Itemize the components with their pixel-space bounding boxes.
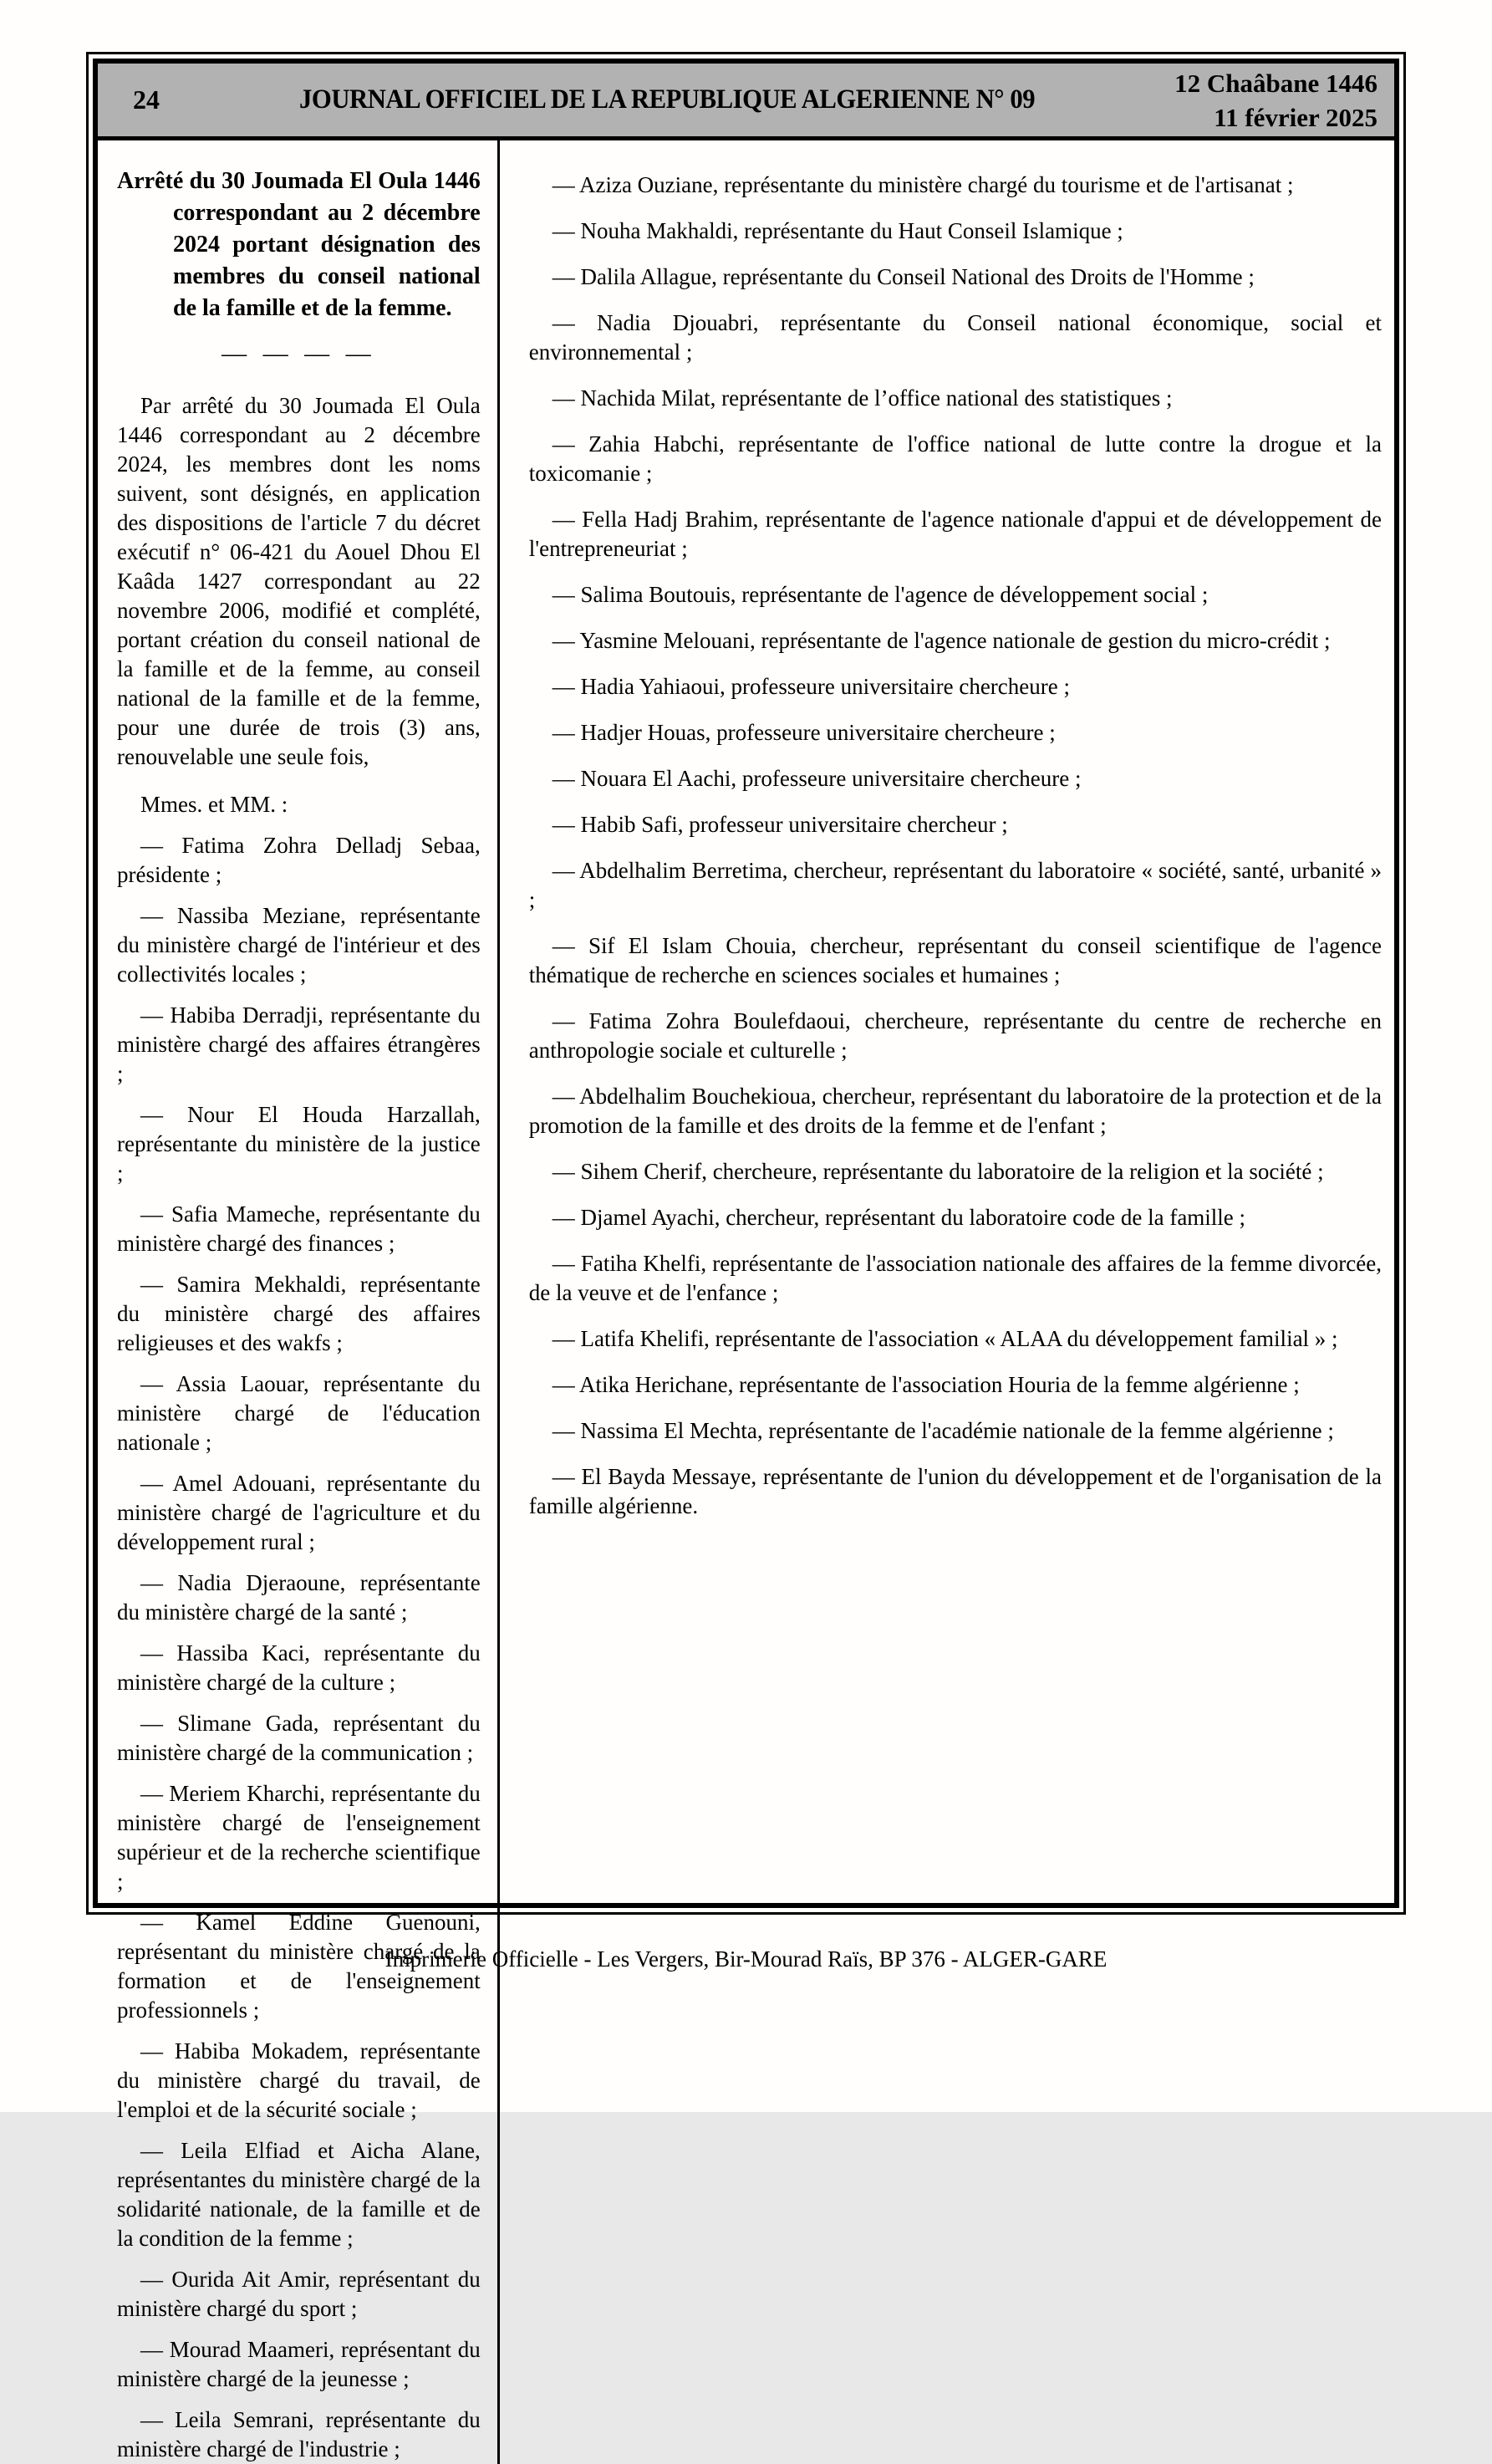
member-item: — El Bayda Messaye, représentante de l'union du développement et de l'organisation de la famille algérienne. [528, 1464, 1382, 1518]
member-item: — Fatima Zohra Boulefdaoui, chercheure, représentante du centre de recherche en anthropologie sociale et culturelle ; [528, 1008, 1382, 1063]
date-gregorian: 11 février 2025 [1214, 102, 1377, 132]
two-column-content [98, 140, 1394, 2464]
member-item: — Abdelhalim Bouchekioua, chercheur, représentant du laboratoire de la protection et de la promotion de la famille et des droits de la femme et de l'enfant ; [528, 1084, 1382, 1138]
member-item: — Habib Safi, professeur universitaire chercheur ; [552, 812, 1008, 837]
member-item: — Nassima El Mechta, représentante de l'académie nationale de la femme algérienne ; [552, 1418, 1334, 1443]
member-item: — Fatiha Khelfi, représentante de l'association nationale des affaires de la femme divorcée, de la veuve et de l'enfance ; [528, 1251, 1382, 1305]
header-dates [1174, 66, 1381, 135]
journal-title: JOURNAL OFFICIEL DE LA REPUBLIQUE ALGERIENNE N° 09 [299, 84, 1036, 115]
member-item: — Nouha Makhaldi, représentante du Haut Conseil Islamique ; [552, 218, 1123, 243]
member-item: — Habiba Mokadem, représentante du ministère chargé du travail, de l'emploi et de la sécurité sociale ; [117, 2038, 481, 2122]
member-item: — Assia Laouar, représentante du ministère chargé de l'éducation nationale ; [117, 1371, 481, 1455]
member-item: — Yasmine Melouani, représentante de l'agence nationale de gestion du micro-crédit ; [552, 628, 1331, 653]
member-item: — Djamel Ayachi, chercheur, représentant du laboratoire code de la famille ; [552, 1205, 1246, 1230]
intro-paragraph: Par arrêté du 30 Joumada El Oula 1446 correspondant au 2 décembre 2024, les membres dont les noms suivent, sont désignés, en application des dispositions de l'article 7 du décret exécutif n° 06-421 du Aouel Dhou El Kaâda 1427 correspondant au 22 novembre 2006, modifié et complété, portant création du conseil national de la famille et de la femme, au conseil national de la famille et de la femme, pour une durée de trois (3) ans, renouvelable une seule fois, [117, 393, 481, 769]
member-item: — Leila Semrani, représentante du ministère chargé de l'industrie ; [117, 2407, 481, 2461]
member-item: — Hassiba Kaci, représentante du ministère chargé de la culture ; [117, 1640, 481, 1695]
member-item: — Hadia Yahiaoui, professeure universitaire chercheure ; [552, 674, 1070, 699]
header-band [98, 64, 1394, 140]
member-item: — Fella Hadj Brahim, représentante de l'agence nationale d'appui et de développement de l'entrepreneuriat ; [528, 507, 1382, 561]
member-item: — Zahia Habchi, représentante de l'office national de lutte contre la drogue et la toxicomanie ; [528, 431, 1382, 486]
member-item: — Atika Herichane, représentante de l'association Houria de la femme algérienne ; [552, 1372, 1300, 1397]
member-item: — Nouara El Aachi, professeure universitaire chercheure ; [552, 766, 1082, 791]
member-item: — Latifa Khelifi, représentante de l'association « ALAA du développement familial » ; [552, 1326, 1338, 1351]
member-item: — Ourida Ait Amir, représentant du ministère chargé du sport ; [117, 2267, 481, 2321]
member-item: — Meriem Kharchi, représentante du ministère chargé de l'enseignement supérieur et de la recherche scientifique ; [117, 1781, 481, 1894]
column-left [98, 140, 497, 2464]
member-item: — Nachida Milat, représentante de l’office national des statistiques ; [552, 385, 1173, 411]
footer-imprint: Imprimerie Officielle - Les Vergers, Bir-Mourad Raïs, BP 376 - ALGER-GARE [384, 1946, 1108, 1972]
member-item: — Salima Boutouis, représentante de l'agence de développement social ; [552, 582, 1209, 607]
date-hijri: 12 Chaâbane 1446 [1174, 68, 1377, 98]
member-item: — Sihem Cherif, chercheure, représentante du laboratoire de la religion et la société ; [552, 1159, 1324, 1184]
member-item: — Fatima Zohra Delladj Sebaa, présidente ; [117, 833, 481, 887]
member-list-right [529, 171, 1382, 1521]
member-item: — Nadia Djeraoune, représentante du ministère chargé de la santé ; [117, 1570, 481, 1625]
article-title: Arrêté du 30 Joumada El Oula 1446 correspondant au 2 décembre 2024 portant désignation des membres du conseil national de la famille et de la femme. [117, 168, 481, 321]
member-item: — Mourad Maameri, représentant du ministère chargé de la jeunesse ; [117, 2337, 481, 2391]
member-item: — Samira Mekhaldi, représentante du ministère chargé des affaires religieuses et des wakfs ; [117, 1272, 481, 1355]
member-item: — Amel Adouani, représentante du ministère chargé de l'agriculture et du développement rural ; [117, 1471, 481, 1554]
member-item: — Aziza Ouziane, représentante du ministère chargé du tourisme et de l'artisanat ; [552, 172, 1294, 197]
member-item: — Leila Elfiad et Aicha Alane, représentantes du ministère chargé de la solidarité nationale, de la famille et de la condition de la femme ; [117, 2138, 481, 2251]
member-item: — Kamel Eddine Guenouni, représentant du ministère chargé de la formation et de l'enseignement professionnels ; [117, 1910, 481, 2023]
member-item: — Slimane Gada, représentant du ministère chargé de la communication ; [117, 1711, 481, 1765]
member-item: — Nadia Djouabri, représentante du Conseil national économique, social et environnemental ; [528, 310, 1382, 365]
member-item: — Safia Mameche, représentante du ministère chargé des finances ; [117, 1201, 481, 1256]
member-list-left [117, 831, 481, 2464]
member-item: — Hadjer Houas, professeure universitaire chercheure ; [552, 720, 1056, 745]
member-item: — Sif El Islam Chouia, chercheur, représentant du conseil scientifique de l'agence thématique de recherche en sciences sociales et humaines ; [528, 933, 1382, 987]
page-number: 24 [133, 84, 160, 115]
member-item: — Nour El Houda Harzallah, représentante du ministère de la justice ; [117, 1102, 481, 1186]
member-item: — Nassiba Meziane, représentante du ministère chargé de l'intérieur et des collectivités locales ; [117, 903, 481, 987]
member-item: — Abdelhalim Berretima, chercheur, représentant du laboratoire « société, santé, urbanité » ; [528, 858, 1382, 912]
salutation: Mmes. et MM. : [140, 792, 288, 817]
member-item: — Dalila Allague, représentante du Conseil National des Droits de l'Homme ; [552, 264, 1255, 289]
section-separator: — — — — [222, 339, 376, 367]
column-right [500, 140, 1394, 2464]
member-item: — Habiba Derradji, représentante du ministère chargé des affaires étrangères ; [117, 1002, 481, 1086]
